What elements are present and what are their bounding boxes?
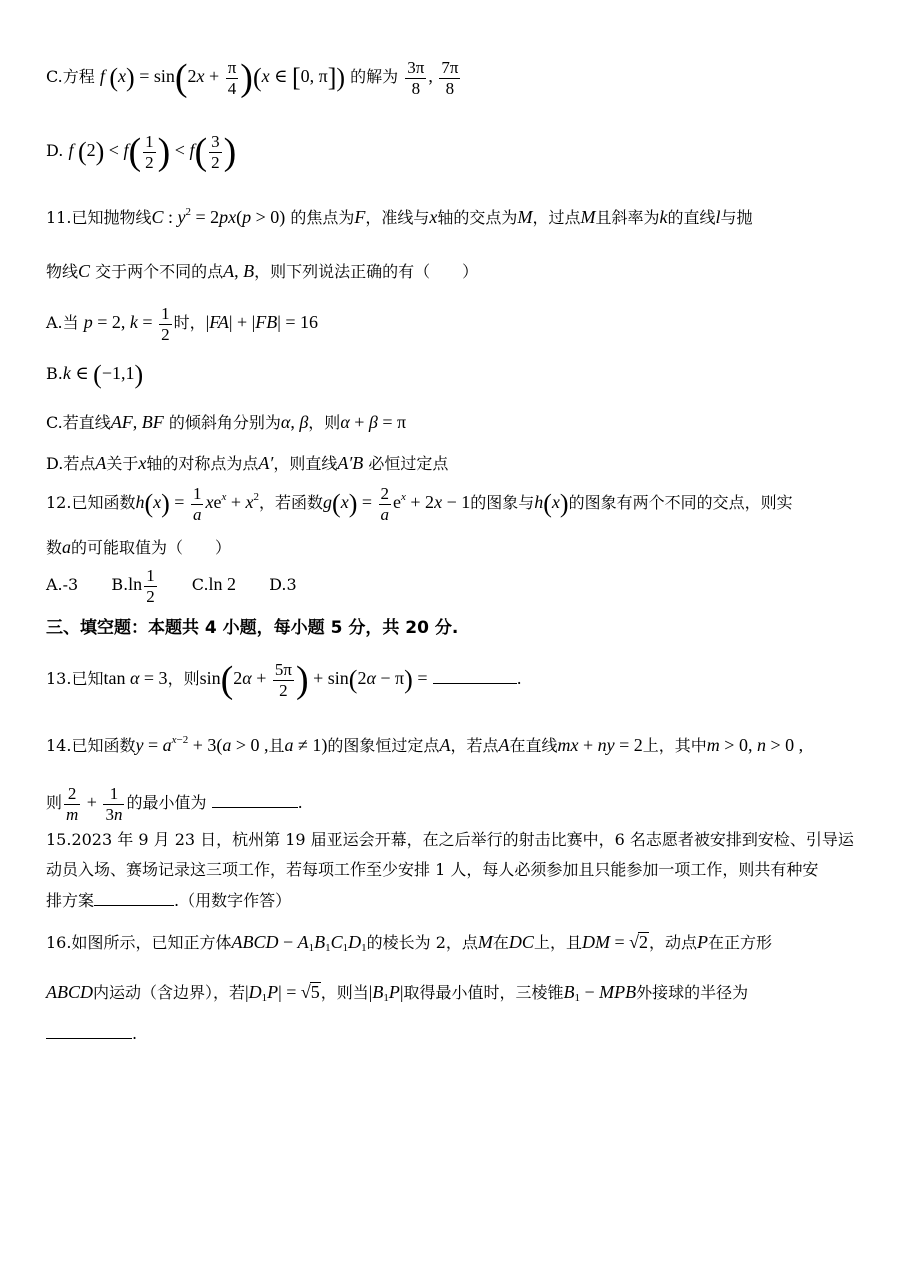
q11-option-a: A.当 p = 2, k = $\frac{1}{2}$ 时，|FA| + |FB| = 16: [46, 304, 318, 344]
q10-d-inequality: f (2) < f( $\frac{1}{2}$ ) < f( $\frac{3}{2}$ ): [68, 131, 237, 174]
q15-line3: 排方案 .（用数字作答）: [46, 891, 292, 910]
q15-line2: 动员入场、赛场记录这三项工作，若每项工作至少安排 1 人，每人必须参加且只能参加一项工作，则共有种安: [46, 860, 819, 879]
q12-option-d: D.3: [269, 575, 297, 595]
q12-option-b: B.ln $\frac{1}{2}$: [111, 566, 155, 606]
q12-options: [46, 566, 876, 606]
q16-stem-line1: 16.如图所示，已知正方体ABCD − $A_1B_1C_1D_1$的棱长为 2，点M在DC上，且DM = √2，动点P在正方形: [46, 932, 773, 954]
q15-answer-blank[interactable]: [94, 903, 174, 906]
q10-c-solutions: $\frac{3\pi}{8}$ , $\frac{7\pi}{8}$: [407, 58, 459, 98]
q14-answer-blank[interactable]: [212, 805, 298, 808]
q10-c-equation: f (x) = sin(2x + $\frac{\pi}{4}$ )(x ∈ [0, π]): [99, 57, 346, 100]
q10-option-d: D. f (2) < f( $\frac{1}{2}$ ) < f( $\frac{3}{2}$ ): [46, 131, 237, 174]
q16-answer-blank[interactable]: [46, 1036, 132, 1039]
q11-stem-line1: 11.已知抛物线C : $y^2 = 2px(p > 0)$ 的焦点为F，准线与x轴的交点为M，过点M且斜率为k的直线l与抛: [46, 206, 753, 227]
q11-option-b: B.k ∈ (−1,1): [46, 360, 144, 389]
q13-answer-blank[interactable]: [433, 681, 517, 684]
q12-option-c: C.ln 2: [191, 574, 237, 595]
q12-stem-line1: 12.已知函数h(x) = $\frac{1}{a}$ $xe^x + x^2$，若函数g(x) = $\frac{2}{a}$ $e^x + 2x - 1$的图象与h(x)的图象有两个不同的交点，则实: [46, 484, 793, 524]
q16-answer-line: .: [46, 1026, 876, 1042]
q16-stem-line2: ABCD内运动（含边界），若$|D_1P| = √5$，则当$|B_1P|$取得最小值时，三棱锥$B_1$ − MPB外接球的半径为: [46, 982, 749, 1004]
q15-line1: 15.2023 年 9 月 23 日，杭州第 19 届亚运会开幕，在之后举行的射击比赛中，6 名志愿者被安排到安检、引导运: [46, 830, 854, 849]
q10-option-c: C.方程 f (x) = sin(2x + $\frac{\pi}{4}$ )(x ∈ [0, π]) 的解为 $\frac{3\pi}{8}$ , $\frac{7\pi}{8}$: [46, 58, 876, 98]
q12-stem-line2: 数a的可能取值为（ ）: [46, 537, 232, 557]
section3-heading: 三、填空题：本题共 4 小题，每小题 5 分，共 20 分.: [46, 618, 459, 638]
q11-option-c: C.若直线AF, BF 的倾斜角分别为α, β，则α + β = π: [46, 412, 407, 432]
q14-stem-line1: 14.已知函数$y = a^{x-2} + 3(a > 0$ ,且a ≠ 1)的图象恒过定点A，若点A在直线mx + ny = 2上，其中m > 0, n > 0 ,: [46, 734, 804, 755]
q14-stem-line2: 则 $\frac{2}{m}$ + $\frac{1}{3n}$ 的最小值为 .: [46, 784, 303, 824]
q12-option-a: A.-3: [46, 575, 79, 595]
q13-stem: 13.已知tan α = 3，则sin(2α + $\frac{5\pi}{2}$ ) + sin(2α − π) = .: [46, 659, 522, 702]
q11-option-d: D.若点A关于x轴的对称点为点A′，则直线A′B 必恒过定点: [46, 453, 449, 473]
q11-stem-line2: 物线C 交于两个不同的点A, B，则下列说法正确的有（ ）: [46, 261, 479, 281]
